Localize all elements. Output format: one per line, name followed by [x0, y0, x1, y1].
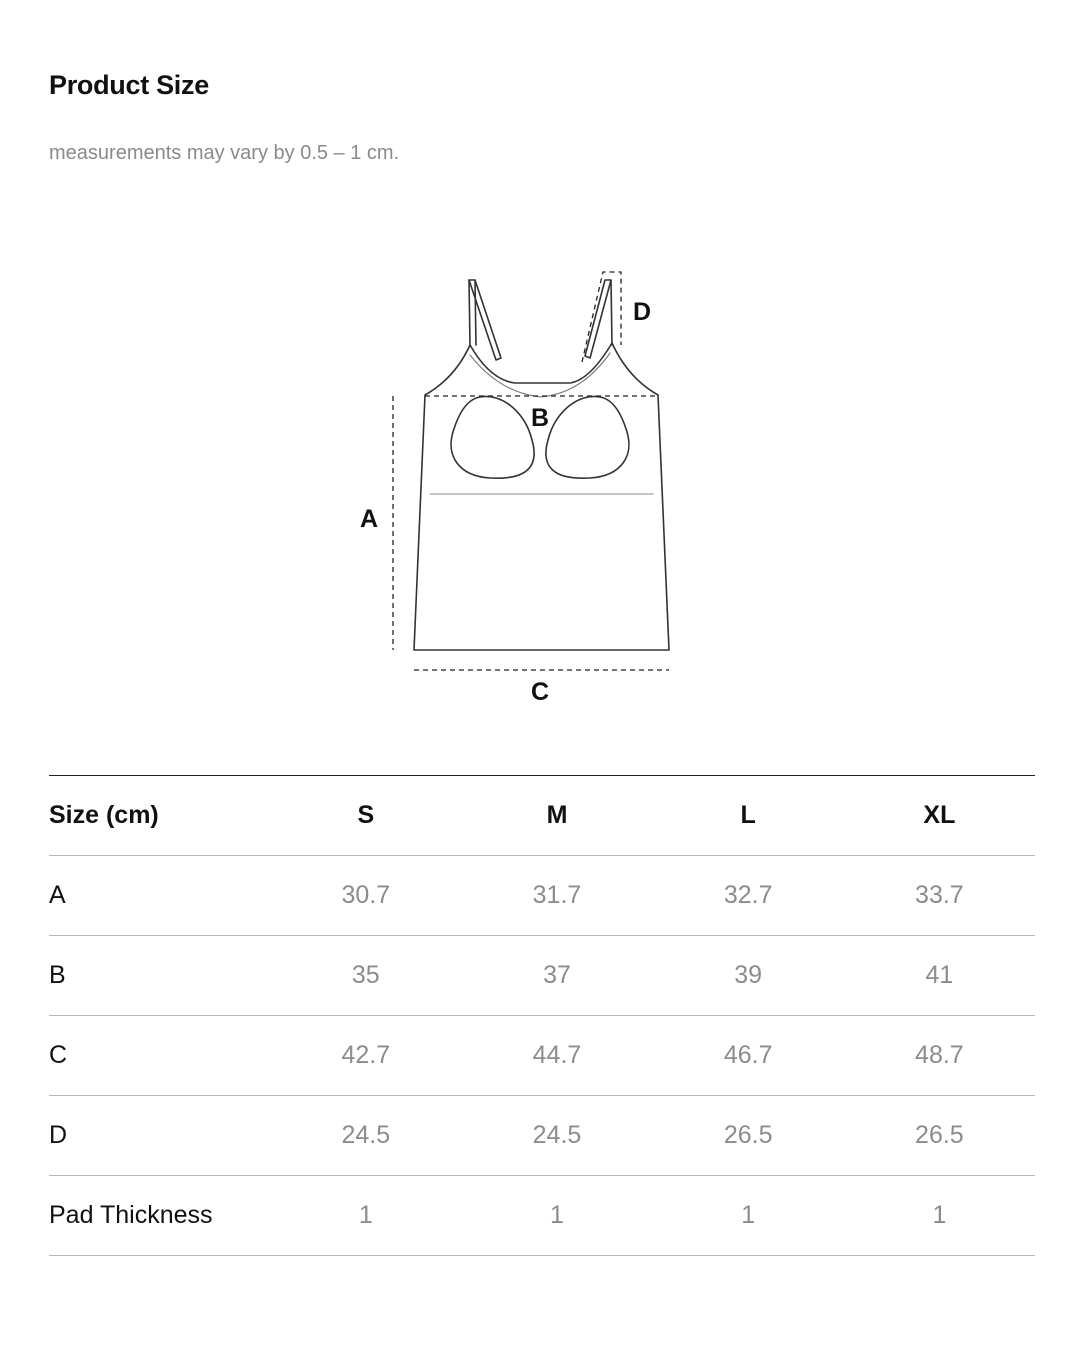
header-size-m: M	[461, 776, 652, 856]
label-b: B	[531, 404, 550, 432]
measurement-note: measurements may vary by 0.5 – 1 cm.	[49, 142, 400, 164]
table-cell: 32.7	[653, 856, 844, 936]
table-cell: 44.7	[461, 1016, 652, 1096]
table-cell: 37	[461, 936, 652, 1016]
row-label: C	[49, 1016, 270, 1096]
table-cell: 31.7	[461, 856, 652, 936]
header-size-xl: XL	[844, 776, 1035, 856]
measurement-guides	[393, 272, 669, 670]
table-cell: 35	[270, 936, 461, 1016]
table-row	[49, 1096, 1035, 1176]
table-header-row	[49, 776, 1035, 856]
table-cell: 1	[844, 1176, 1035, 1256]
page-title: Product Size	[49, 70, 209, 100]
table-cell: 26.5	[653, 1096, 844, 1176]
table-cell: 42.7	[270, 1016, 461, 1096]
table-row	[49, 1016, 1035, 1096]
table-cell: 46.7	[653, 1016, 844, 1096]
size-table	[49, 775, 1035, 1256]
header-size-label: Size (cm)	[49, 776, 270, 856]
label-c: C	[531, 678, 550, 706]
row-label: A	[49, 856, 270, 936]
table-cell: 41	[844, 936, 1035, 1016]
header-size-l: L	[653, 776, 844, 856]
table-cell: 24.5	[270, 1096, 461, 1176]
table-cell: 24.5	[461, 1096, 652, 1176]
table-cell: 1	[653, 1176, 844, 1256]
row-label: B	[49, 936, 270, 1016]
table-row	[49, 856, 1035, 936]
table-cell: 26.5	[844, 1096, 1035, 1176]
camisole-outline	[414, 280, 669, 650]
table-cell: 1	[270, 1176, 461, 1256]
header-size-s: S	[270, 776, 461, 856]
row-label: D	[49, 1096, 270, 1176]
table-row	[49, 1176, 1035, 1256]
label-a: A	[360, 505, 379, 533]
label-d: D	[633, 298, 652, 326]
table-cell: 1	[461, 1176, 652, 1256]
table-cell: 48.7	[844, 1016, 1035, 1096]
table-cell: 30.7	[270, 856, 461, 936]
table-row	[49, 936, 1035, 1016]
table-cell: 39	[653, 936, 844, 1016]
table-cell: 33.7	[844, 856, 1035, 936]
row-label: Pad Thickness	[49, 1176, 270, 1256]
